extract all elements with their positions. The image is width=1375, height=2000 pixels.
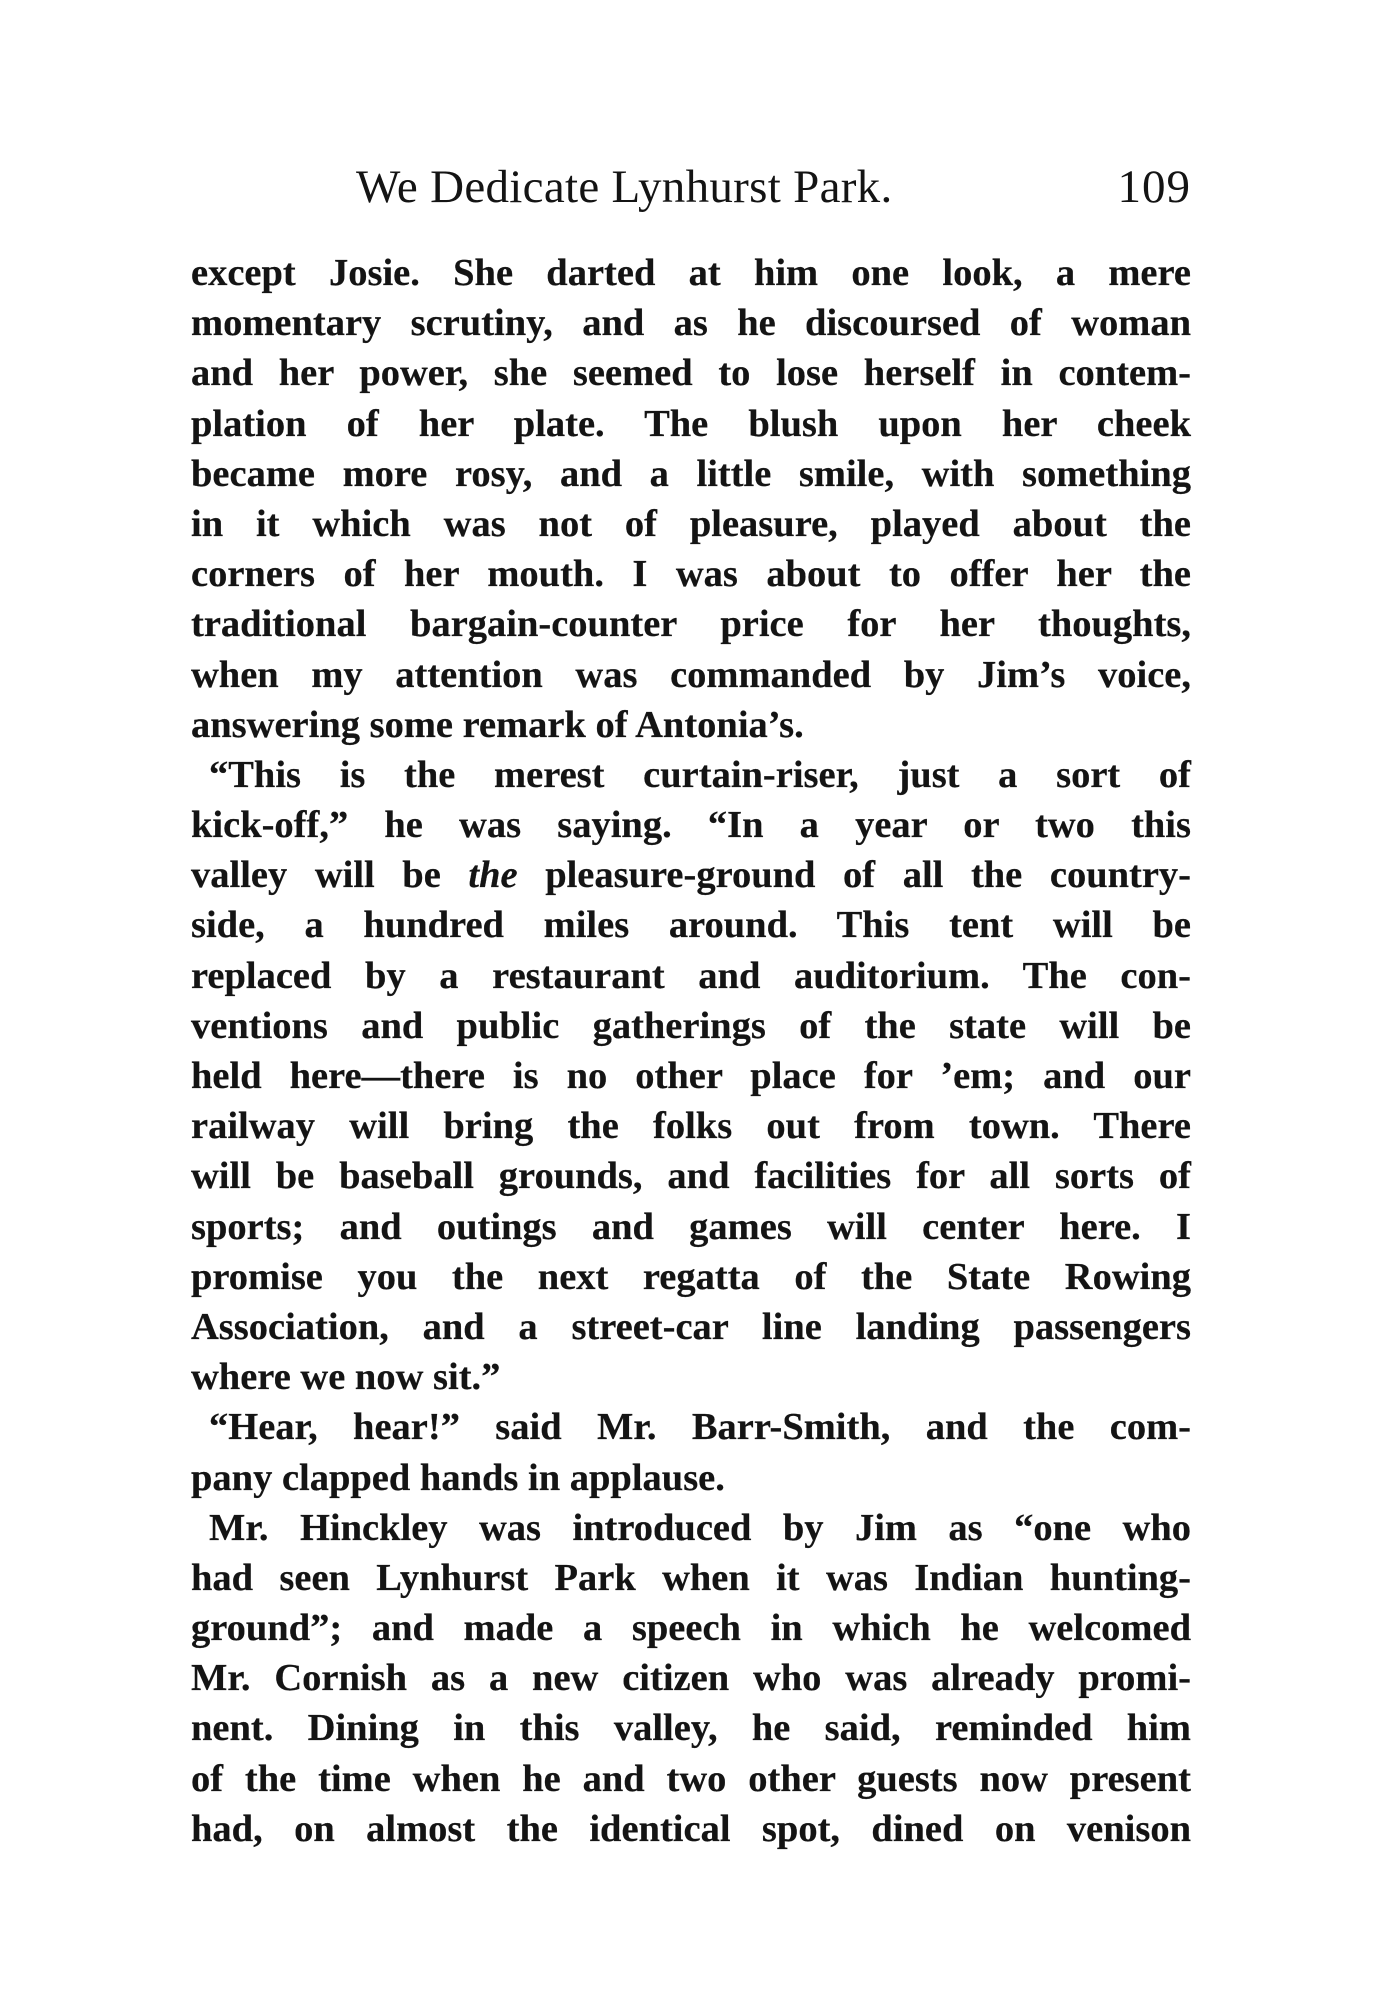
- text-line: Mr. Hinckley was introduced by Jim as “one who: [209, 1506, 1191, 1549]
- text-line: [191, 850, 1191, 900]
- text-line: plation of her plate. The blush upon her cheek: [191, 402, 1191, 445]
- text-segment: pleasure-ground of all the country-: [517, 854, 1192, 897]
- page-number: 109: [1117, 161, 1191, 213]
- text-line: where we now sit.”: [191, 1356, 501, 1399]
- text-line: “Hear, hear!” said Mr. Barr-Smith, and the com-: [209, 1406, 1191, 1449]
- text-line: answering some remark of Antonia’s.: [191, 703, 804, 746]
- text-line: became more rosy, and a little smile, with something: [191, 452, 1191, 495]
- text-line: ventions and public gatherings of the state will be: [191, 1004, 1191, 1047]
- body-text: [191, 248, 1191, 1854]
- running-header: [191, 160, 1191, 230]
- text-line: Association, and a street-car line landing passengers: [191, 1305, 1191, 1348]
- text-line: in it which was not of pleasure, played about the: [191, 502, 1191, 545]
- text-line: traditional bargain-counter price for her thoughts,: [191, 603, 1191, 646]
- text-line: momentary scrutiny, and as he discoursed of woman: [191, 302, 1191, 345]
- italic-text: the: [468, 854, 518, 897]
- text-line: promise you the next regatta of the State Rowing: [191, 1255, 1191, 1298]
- text-line: “This is the merest curtain-riser, just a sort of: [209, 753, 1191, 796]
- text-line: pany clapped hands in applause.: [191, 1456, 725, 1499]
- text-line: of the time when he and two other guests now present: [191, 1757, 1191, 1800]
- text-line: ground”; and made a speech in which he welcomed: [191, 1607, 1191, 1650]
- text-segment: valley will be: [191, 854, 469, 897]
- text-line: nent. Dining in this valley, he said, reminded him: [191, 1707, 1191, 1750]
- text-line: sports; and outings and games will center here. I: [191, 1205, 1191, 1248]
- text-line: held here—there is no other place for ’em; and our: [191, 1055, 1191, 1097]
- text-line: corners of her mouth. I was about to offer her the: [191, 553, 1191, 596]
- text-line: Mr. Cornish as a new citizen who was already promi-: [191, 1657, 1191, 1700]
- text-line: when my attention was commanded by Jim’s voice,: [191, 653, 1191, 696]
- running-title: We Dedicate Lynhurst Park.: [356, 161, 893, 213]
- text-line: kick-off,” he was saying. “In a year or two this: [191, 804, 1191, 847]
- text-line: railway will bring the folks out from town. There: [191, 1105, 1191, 1148]
- text-line: will be baseball grounds, and facilities for all sorts of: [191, 1155, 1191, 1198]
- text-line: replaced by a restaurant and auditorium. The con-: [191, 954, 1191, 997]
- text-line: had seen Lynhurst Park when it was Indian hunting-: [191, 1556, 1191, 1599]
- text-line: had, on almost the identical spot, dined on venison: [191, 1807, 1191, 1850]
- text-line: except Josie. She darted at him one look, a mere: [191, 252, 1191, 294]
- text-line: and her power, she seemed to lose herself in contem-: [191, 352, 1191, 395]
- text-line: side, a hundred miles around. This tent will be: [191, 904, 1191, 947]
